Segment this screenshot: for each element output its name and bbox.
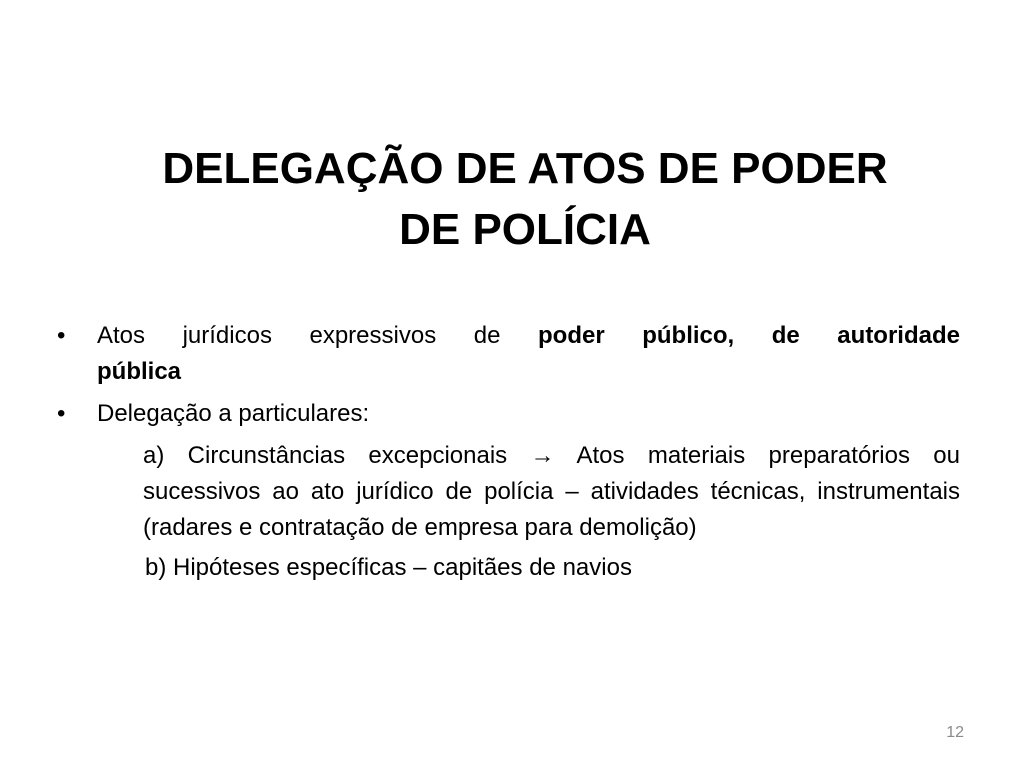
page-number: 12 <box>946 724 964 741</box>
bullet-2-text: Delegação a particulares: <box>97 400 370 427</box>
bullet-1-line-1 <box>97 318 960 354</box>
bullet-1-bold-text-continued: pública <box>97 358 182 385</box>
bullet-item-2 <box>57 396 960 432</box>
sub-item-a: a) Circunstâncias excepcionais → Atos materiais preparatórios ou sucessivos ao ato jurídico de polícia – atividades técnicas, instrumentais (radares e contratação de empresa para demolição) <box>143 442 960 541</box>
slide-body <box>57 318 960 586</box>
bullet-marker: • <box>57 322 66 349</box>
bullet-marker: • <box>57 400 66 427</box>
slide-title-line-1: DELEGAÇÃO DE ATOS DE PODER <box>162 144 888 193</box>
sub-item-b: b) Hipóteses específicas – capitães de navios <box>145 554 632 581</box>
bullet-item-1 <box>57 318 960 390</box>
bullet-1-plain-text: Atos jurídicos expressivos de <box>97 322 538 349</box>
slide-title-line-2: DE POLÍCIA <box>399 205 651 254</box>
slide-title <box>60 138 990 260</box>
bullet-1-bold-text: poder público, de autoridade <box>538 322 960 349</box>
